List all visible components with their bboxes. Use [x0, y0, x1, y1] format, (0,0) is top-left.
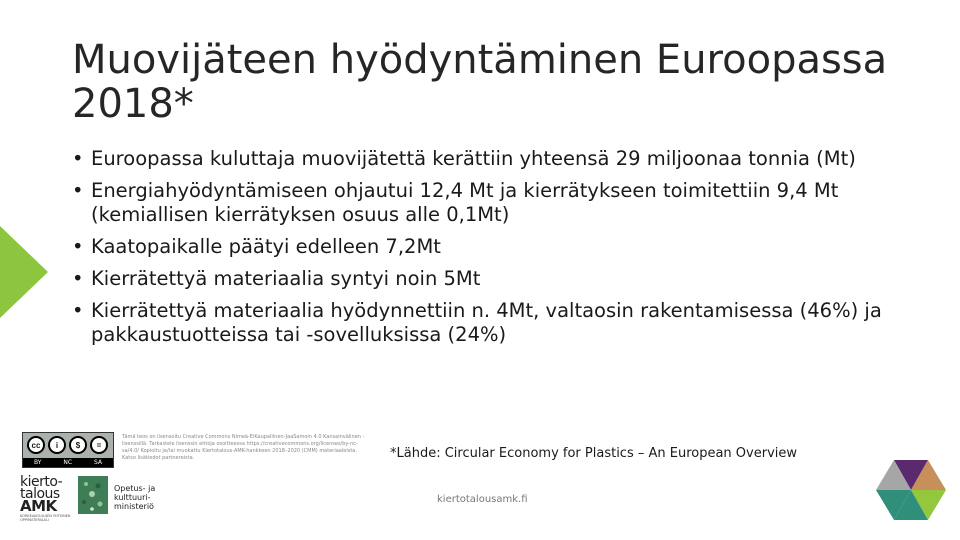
bullet-item: [72, 147, 902, 171]
okm-logo-text: Opetus- ja kulttuuri- ministeriö: [114, 484, 156, 511]
cc-bar-label: BY: [33, 459, 42, 466]
bullet-symbol: •: [72, 299, 84, 322]
logo-line: talous: [20, 486, 60, 502]
okm-pattern-icon: [78, 476, 108, 514]
cc-badge-bar: [23, 458, 113, 467]
bullet-item: [72, 179, 902, 227]
license-text: Tämä teos on lisensoitu Creative Commons Nimeä-EiKaupallinen-JaaSamoin 4.0 Kansainvälinen -lisenssillä. Tarkastele lisenssin ehtoja osoitteessa https://creativecommons.org/licenses/by-nc-sa/4.0/ Kopioitu ja/tai muokattu Kiertotalous-AMK-hankkeen 2018–2020 (CMM) materiaaleista. Katso lisätiedot partnereista.: [122, 434, 365, 461]
sharealike-icon: =: [90, 436, 108, 454]
bullet-text: Kaatopaikalle päätyi edelleen 7,2Mt: [91, 235, 441, 258]
bullet-symbol: •: [72, 235, 84, 258]
bullet-text: Kierrätettyä materiaalia syntyi noin 5Mt: [91, 267, 481, 290]
bullet-symbol: •: [72, 267, 84, 290]
cc-license-badge[interactable]: [22, 432, 114, 468]
slide-title: Muovijäteen hyödyntäminen Euroopassa 2018*: [72, 37, 888, 127]
bullet-symbol: •: [72, 179, 84, 202]
logo-line: AMK: [20, 497, 57, 515]
noncommercial-icon: $: [69, 436, 87, 454]
okm-emblem-icon: [78, 476, 108, 514]
source-note: *Lähde: Circular Economy for Plastics – An European Overview: [390, 446, 798, 461]
attribution-icon: i: [48, 436, 66, 454]
bullet-text: Kierrätettyä materiaalia hyödynnettiin n. 4Mt, valtaosin rakentamisessa (46%) ja pakkaustuotteissa tai -sovelluksissa (24%): [91, 299, 882, 346]
bullet-text: Energiahyödyntämiseen ohjautui 12,4 Mt ja kierrätykseen toimitettiin 9,4 Mt (kemiallisen kierrätyksen osuus alle 0,1Mt): [91, 179, 839, 226]
footer-url[interactable]: kiertotalousamk.fi: [437, 494, 528, 505]
accent-triangle: [0, 226, 48, 318]
logo-line: kierto-: [20, 474, 63, 490]
bullet-symbol: •: [72, 147, 84, 170]
bullet-list: [72, 147, 902, 355]
cc-icon: cc: [27, 436, 45, 454]
cc-bar-label: NC: [63, 459, 73, 466]
kiertotalous-amk-logo: [20, 476, 72, 522]
bullet-item: [72, 235, 902, 259]
cc-bar-label: SA: [93, 459, 103, 466]
bullet-item: [72, 299, 902, 347]
bullet-item: [72, 267, 902, 291]
bullet-text: Euroopassa kuluttaja muovijätettä kerättiin yhteensä 29 miljoonaa tonnia (Mt): [91, 147, 856, 170]
logo-subtitle: KORKEAKOULUJEN YHTEINEN OPPIMATERIAALI: [20, 514, 71, 522]
hexagon-decoration-icon: [876, 458, 946, 522]
